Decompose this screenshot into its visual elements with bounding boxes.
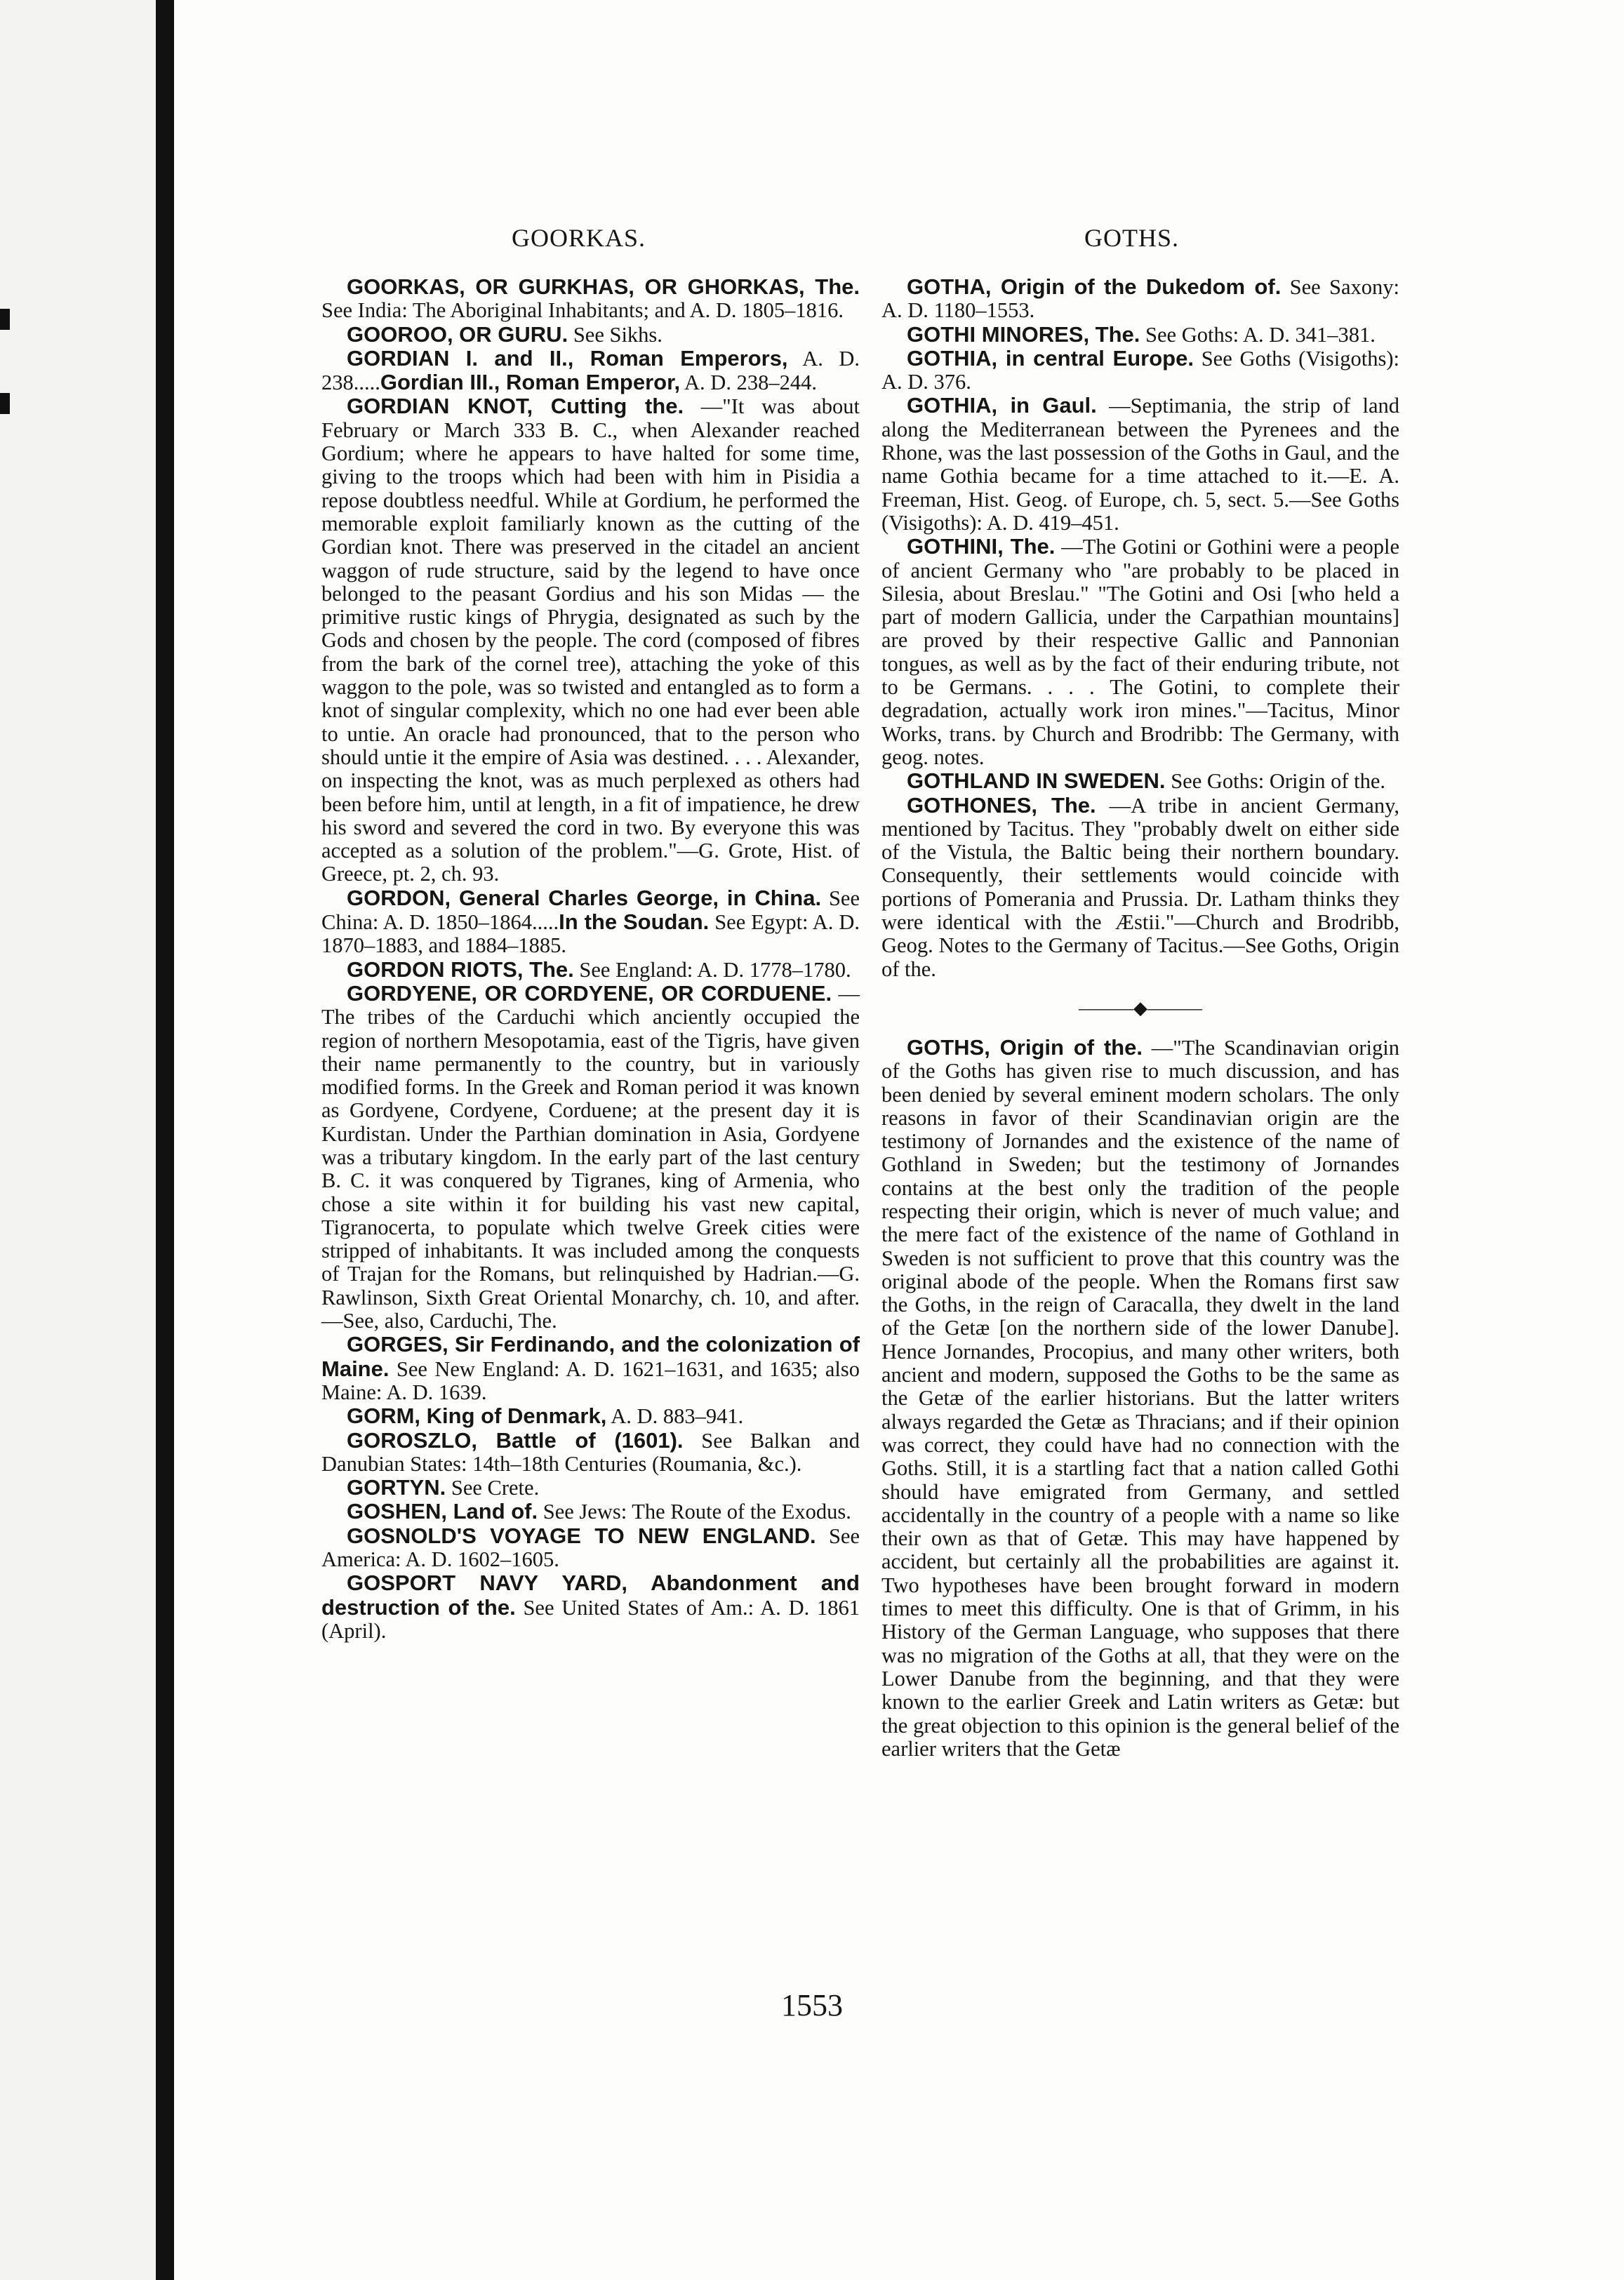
entry-text: See Goths: A. D. 341–381. [1145, 322, 1376, 347]
entry-text: See England: A. D. 1778–1780. [579, 957, 851, 982]
section-spacer [881, 1020, 1399, 1036]
index-entry [881, 275, 1399, 323]
index-entry [321, 1524, 860, 1572]
book-spine-margin [0, 0, 174, 2280]
index-entry [321, 1333, 860, 1404]
entry-text: See New England: A. D. 1621–1631, and 1635; also Maine: A. D. 1639. [321, 1356, 860, 1404]
entry-text: See Balkan and Danubian States: 14th–18th Centuries (Roumania, &c.). [321, 1428, 860, 1476]
left-column [321, 275, 860, 1643]
right-column [881, 275, 1399, 1761]
book-gutter [156, 0, 174, 2280]
index-entry [321, 886, 860, 958]
index-entry [321, 347, 860, 395]
entry-headword: GOTHINI, The. [907, 534, 1056, 559]
index-entry [321, 1476, 860, 1500]
entry-headword: GOTHA, Origin of the Dukedom of. [907, 274, 1282, 299]
index-entry [321, 1571, 860, 1643]
running-head-right: GOTHS. [1084, 224, 1180, 252]
entry-headword: GOTHLAND IN SWEDEN. [907, 768, 1166, 794]
entry-headword: GORDYENE, OR CORDYENE, OR CORDUENE. [347, 980, 832, 1006]
entry-headword: GORTYN. [347, 1475, 446, 1500]
entry-headword: In the Soudan. [559, 909, 710, 935]
entry-headword: GORDON, General Charles George, in China. [347, 885, 822, 910]
index-entry [881, 394, 1399, 535]
index-entry [881, 794, 1399, 981]
entry-headword: GORDON RIOTS, The. [347, 956, 574, 982]
section-spacer [881, 981, 1399, 996]
entry-headword: GORM, King of Denmark, [347, 1404, 607, 1429]
entry-headword: GORDIAN KNOT, Cutting the. [347, 394, 684, 419]
entry-text: See Egypt: A. D. 1870–1883, and 1884–1885. [321, 910, 860, 958]
entry-text: See United States of Am.: A. D. 1861 (April). [321, 1595, 860, 1643]
index-entry [321, 1500, 860, 1524]
index-entry [881, 1036, 1399, 1761]
entry-text: See America: A. D. 1602–1605. [321, 1524, 860, 1572]
section-ornament: ———◆——— [1079, 997, 1202, 1018]
entry-headword: GORGES, Sir Ferdinando, and the colonization of Maine. [321, 1332, 860, 1381]
entry-text: —The Gotini or Gothini were a people of ancient Germany who "are probably to be placed in Silesia, about Breslau." "The Gotini and Osi [who held a part of modern Gallicia, under the Carpathian mountains] are proved by their respective Gallic and Pannonian tongues, as well as by the fact of their enduring tribute, not to be Germans. . . . The Gotini, to complete their degradation, actually work iron mines."—Tacitus, Minor Works, trans. by Church and Brodribb: The Germany, with geog. notes. [881, 535, 1399, 769]
entry-headword: GOOROO, OR GURU. [347, 321, 568, 347]
index-entry [881, 535, 1399, 769]
entry-text: —"The Scandinavian origin of the Goths has given rise to much discussion, and has been denied by several eminent modern scholars. The only reasons in favor of their Scandinavian origin are the testimony of Jornandes and the existence of the name of Gothland in Sweden; but the testimony of Jornandes contains at the best only the tradition of the people respecting their origin, which is never of much value; and the mere fact of the existence of the name of Gothland in Sweden is not sufficient to prove that this country was the original abode of the people. When the Romans first saw the Goths, in the reign of Caracalla, they dwelt in the land of the Getæ [on the northern side of the lower Danube]. Hence Jornandes, Procopius, and many other writers, both ancient and modern, supposed the Goths to be the same as the Getæ of the earlier historians. But the latter writers always regarded the Getæ as Thracians; and if their opinion was correct, they could have had no connection with the Goths. Still, it is a startling fact that a nation called Gothi should have emigrated from Germany, and settled accidentally in the country of a people with a name so like their own as that of Getæ. This may have happened by accident, but certainly all the probabilities are against it. Two hypotheses have been brought forward in modern times to meet this difficulty. One is that of Grimm, in his History of the German Language, who supposes that there was no migration of the Goths at all, that they were on the Lower Danube from the beginning, and that they were known to the earlier Greek and Latin writers as Getæ: but the great objection to this opinion is the general belief of the earlier writers that the Getæ [881, 1035, 1399, 1761]
page-number: 1553 [781, 1988, 843, 2022]
entry-text: See China: A. D. 1850–1864..... [321, 886, 860, 935]
index-entry [321, 394, 860, 886]
entry-text: —"It was about February or March 333 B. C., when Alexander reached Gordium; where he appears to have halted for some time, giving to the troops which had been with him in Pisidia a repose doubtless needful. While at Gordium, he performed the memorable exploit familiarly known as the cutting of the Gordian knot. There was preserved in the citadel an ancient waggon of rude structure, said by the legend to have once belonged to the peasant Gordius and his son Midas — the primitive rustic kings of Phrygia, designated as such by the Gods and chosen by the people. The cord (composed of fibres from the bark of the cornel tree), attaching the yoke of this waggon to the pole, was so twisted and entangled as to form a knot of singular complexity, which no one had ever been able to untie. An oracle had pronounced, that to the person who should untie it the empire of Asia was destined. . . . Alexander, on inspecting the knot, was as much perplexed as others had been before him, until at length, in a fit of impatience, he drew his sword and severed the cord in two. By everyone this was accepted as a solution of the problem."—G. Grote, Hist. of Greece, pt. 2, ch. 93. [321, 394, 860, 886]
entry-text: A. D. 883–941. [611, 1404, 744, 1429]
index-entry [321, 1404, 860, 1428]
entry-text: See Crete. [451, 1476, 540, 1500]
entry-text: See Saxony: A. D. 1180–1553. [881, 275, 1400, 323]
entry-headword: GOSHEN, Land of. [347, 1499, 538, 1524]
entry-headword: Gordian III., Roman Emperor, [380, 370, 681, 395]
index-entry [321, 958, 860, 982]
index-entry [881, 769, 1399, 793]
entry-headword: GOTHS, Origin of the. [907, 1034, 1143, 1060]
margin-mark [0, 393, 10, 414]
entry-headword: GOSPORT NAVY YARD, Abandonment and destruction of the. [321, 1571, 860, 1620]
entry-text: —The tribes of the Carduchi which anciently occupied the region of northern Mesopotamia, east of the Tigris, have given their name permanently to the country, but in variously modified forms. In the Greek and Roman period it was known as Gordyene, Cordyene, Corduene; at the present day it is Kurdistan. Under the Parthian domination in Asia, Gordyene was a tributary kingdom. In the early part of the last century B. C. it was conquered by Tigranes, king of Armenia, who chose a site within it for building his vast new capital, Tigranocerta, to populate which twelve Greek cities were stripped of inhabitants. It was included among the conquests of Trajan for the Romans, but relinquished by Hadrian.—G. Rawlinson, Sixth Great Oriental Monarchy, ch. 10, and after.—See, also, Carduchi, The. [321, 981, 860, 1333]
entry-headword: GOTHIA, in central Europe. [907, 345, 1194, 371]
index-entry [321, 1429, 860, 1476]
entry-text: See Goths: Origin of the. [1171, 769, 1385, 794]
entry-text: A. D. 238–244. [684, 371, 817, 395]
index-entry [881, 347, 1399, 394]
entry-text: —Septimania, the strip of land along the Mediterranean between the Pyrenees and the Rhone, was the last possession of the Goths in Gaul, and the name Gothia became for a time attached to it.—E. A. Freeman, Hist. Geog. of Europe, ch. 5, sect. 5.—See Goths (Visigoths): A. D. 419–451. [881, 394, 1400, 535]
entry-text: See Sikhs. [573, 322, 663, 347]
entry-text: See Jews: The Route of the Exodus. [543, 1500, 851, 1524]
entry-headword: GOORKAS, OR GURKHAS, OR GHORKAS, The. [347, 274, 860, 299]
running-head-left: GOORKAS. [512, 224, 646, 252]
index-entry [321, 275, 860, 323]
index-entry [881, 323, 1399, 347]
entry-headword: GOSNOLD'S VOYAGE TO NEW ENGLAND. [347, 1523, 816, 1548]
index-entry [321, 982, 860, 1333]
entry-headword: GOTHONES, The. [907, 792, 1096, 818]
entry-headword: GOROSZLO, Battle of (1601). [347, 1427, 684, 1453]
entry-text: See Goths (Visigoths): A. D. 376. [881, 346, 1400, 394]
entry-text: —A tribe in ancient Germany, mentioned by Tacitus. They "probably dwelt on either side of the Vistula, the Baltic being their northern boundary. Consequently, their settlements would coincide with portions of Pomerania and Prussia. Dr. Latham thinks they were identical with the Æstii."—Church and Brodribb, Geog. Notes to the Germany of Tacitus.—See Goths, Origin of the. [881, 793, 1399, 981]
entry-headword: GORDIAN I. and II., Roman Emperors, [347, 345, 788, 371]
margin-mark [0, 309, 10, 330]
index-entry [321, 323, 860, 347]
entry-headword: GOTHI MINORES, The. [907, 321, 1140, 347]
entry-text: A. D. 238..... [321, 346, 860, 395]
entry-headword: GOTHIA, in Gaul. [907, 393, 1097, 418]
entry-text: See India: The Aboriginal Inhabitants; and A. D. 1805–1816. [321, 298, 844, 323]
